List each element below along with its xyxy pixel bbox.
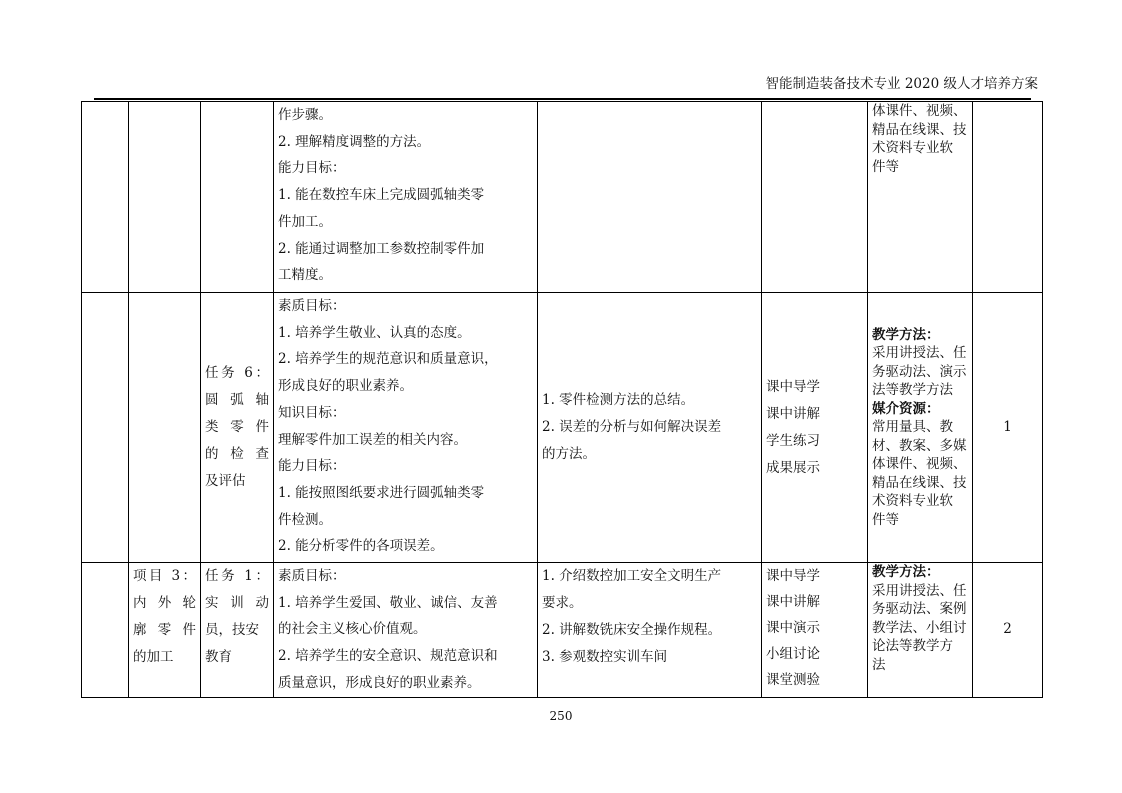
text-line: 2. 培养学生的规范意识和质量意识， [278,351,498,368]
text-line: 1. 零件检测方法的总结。 [542,392,695,408]
text-line: 2. 误差的分析与如何解决误差 [542,419,722,435]
table-row [82,563,1043,698]
text-line: 的方法。 [542,446,596,462]
text-line: 1. 培养学生爱国、敬业、诚信、友善 [278,594,498,611]
curriculum-table [81,101,1043,698]
resource-heading: 教学方法： [872,564,940,580]
text-line: 2. 理解精度调整的方法。 [278,133,431,150]
text-line: 材、教案、多媒 [872,437,967,454]
text-line: 圆 弧 轴 [205,392,269,408]
text-line: 2. 能分析零件的各项误差。 [278,538,444,555]
text-line: 2. 能通过调整加工参数控制零件加 [278,240,485,257]
text-line: 工精度。 [278,267,332,284]
header-rule [94,98,1031,100]
text-line: 作步骤。 [278,107,332,123]
text-line: 小组讨论 [766,646,820,662]
text-line: 学生练习 [766,432,820,449]
text-line: 知识目标： [278,404,346,421]
methods-cell [762,293,868,563]
text-line: 务驱动法、案例 [872,601,967,617]
project-cell [129,563,201,698]
text-line: 课中演示 [766,620,820,636]
text-line: 形成良好的职业素养。 [278,378,413,395]
text-line: 1. 介绍数控加工安全文明生产 [542,568,722,584]
text-line: 内 外 轮 [133,595,196,611]
text-line: 法 [872,656,886,673]
text-line: 员，技安 [205,622,259,638]
text-line: 精品在线课、技 [872,121,967,138]
goals-cell [274,102,538,293]
text-line: 实 训 动 [205,595,269,611]
text-line: 素质目标： [278,298,346,314]
task-cell [201,102,274,293]
resource-heading: 媒介资源： [872,400,940,417]
text-line: 件等 [872,158,899,175]
blank-cell [82,293,129,563]
text-line: 采用讲授法、任 [872,345,967,362]
text-line: 能力目标： [278,160,346,177]
hours-cell: 1 [973,293,1043,563]
text-line: 件加工。 [278,213,332,230]
text-line: 廓 零 件 [133,622,196,638]
text-line: 任务 1： [205,568,269,584]
text-line: 术资料专业软 [872,140,953,156]
text-line: 素质目标： [278,568,346,584]
blank-cell [82,563,129,698]
text-line: 1. 培养学生敬业、认真的态度。 [278,324,471,341]
content-cell [538,563,762,698]
text-line: 课中导学 [766,568,820,584]
text-line: 论法等教学方 [872,638,953,654]
resources-cell [868,102,973,293]
resource-heading: 教学方法： [872,326,940,343]
text-line: 2. 培养学生的安全意识、规范意识和 [278,648,498,665]
text-line: 理解零件加工误差的相关内容。 [278,431,467,448]
text-line: 教学法、小组讨 [872,619,967,636]
goals-cell [274,563,538,698]
text-line: 的加工 [133,649,174,665]
blank-cell [82,102,129,293]
methods-cell [762,563,868,698]
text-line: 项目 3： [133,568,196,584]
text-line: 的 检 查 [205,446,269,462]
text-line: 体课件、视频、 [872,456,967,473]
text-line: 任务 6： [205,365,269,381]
text-line: 课中讲解 [766,594,820,610]
text-line: 1. 能在数控车床上完成圆弧轴类零 [278,187,485,204]
text-line: 件等 [872,511,899,528]
content-cell [538,293,762,563]
document-header: 智能制造装备技术专业 2020 级人才培养方案 [765,76,1038,92]
project-cell [129,102,201,293]
text-line: 成果展示 [766,459,820,476]
page-number: 250 [549,709,573,723]
hours-cell: 2 [973,563,1043,698]
text-line: 体课件、视频、 [872,103,967,119]
table-row [82,102,1043,293]
text-line: 课中导学 [766,378,820,395]
text-line: 法等教学方法 [872,382,953,399]
goals-cell [274,293,538,563]
text-line: 要求。 [542,595,583,611]
text-line: 精品在线课、技 [872,474,967,491]
text-line: 1. 能按照图纸要求进行圆弧轴类零 [278,484,485,501]
text-line: 课中讲解 [766,405,820,422]
task-cell [201,293,274,563]
text-line: 件检测。 [278,511,332,528]
content-cell [538,102,762,293]
text-line: 3. 参观数控实训车间 [542,649,668,665]
resources-cell [868,563,973,698]
table-row [82,293,1043,563]
text-line: 质量意识，形成良好的职业素养。 [278,674,481,691]
text-line: 采用讲授法、任 [872,582,967,599]
task-cell [201,563,274,698]
text-line: 的社会主义核心价值观。 [278,621,427,638]
text-line: 教育 [205,649,232,665]
resources-cell [868,293,973,563]
text-line: 常用量具、教 [872,419,953,436]
text-line: 课堂测验 [766,672,820,688]
text-line: 2. 讲解数铣床安全操作规程。 [542,622,722,638]
text-line: 及评估 [205,473,246,489]
text-line: 术资料专业软 [872,493,953,510]
text-line: 类 零 件 [205,419,269,435]
text-line: 务驱动法、演示 [872,363,967,380]
text-line: 能力目标： [278,458,346,475]
hours-cell [973,102,1043,293]
methods-cell [762,102,868,293]
project-cell [129,293,201,563]
